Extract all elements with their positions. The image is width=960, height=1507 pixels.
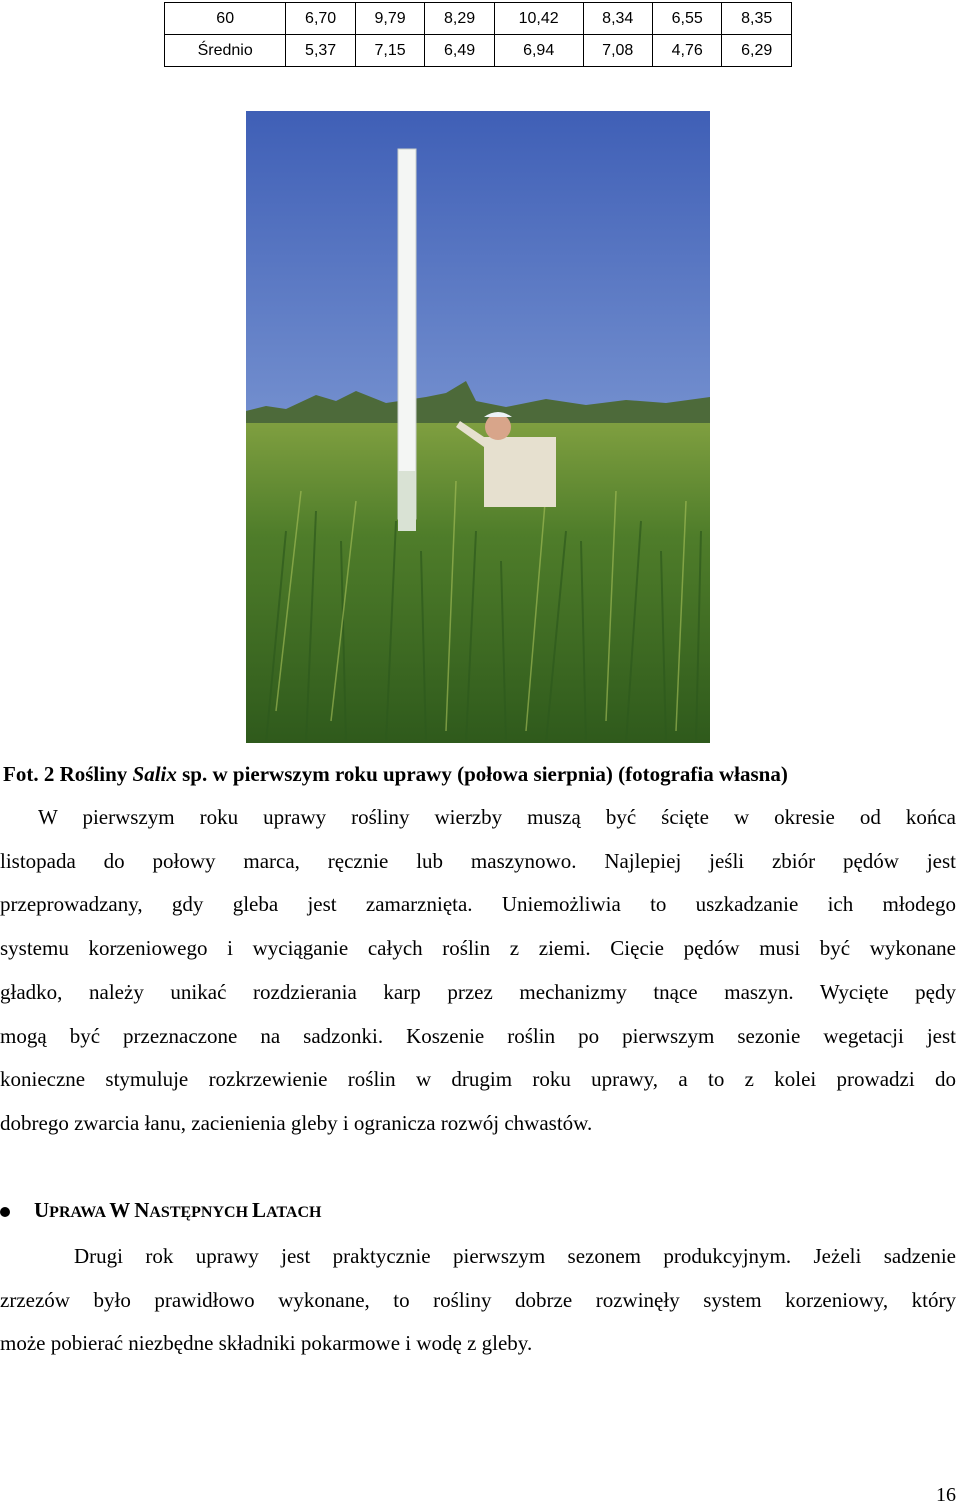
table-cell: 6,55 — [652, 3, 721, 35]
field-photo — [246, 111, 710, 743]
paragraph-line: przeprowadzany, gdy gleba jest zamarznięta. Uniemożliwia to uszkadzanie ich młodego — [0, 892, 956, 917]
heading-part: ASTĘPNYCH — [149, 1204, 253, 1221]
table-cell: 6,70 — [286, 3, 355, 35]
paragraph-line: zrzezów było prawidłowo wykonane, to rośliny dobrze rozwinęły system korzeniowy, który — [0, 1287, 956, 1312]
table-cell: 5,37 — [286, 35, 355, 67]
table-cell: 7,08 — [583, 35, 652, 67]
table-row — [165, 3, 792, 35]
heading-part: ATACH — [266, 1204, 322, 1221]
caption-italic: Salix — [132, 762, 177, 786]
table-cell: 8,29 — [425, 3, 494, 35]
table-cell: 6,49 — [425, 35, 494, 67]
heading-part: PRAWA — [49, 1204, 110, 1221]
caption-text: sp. w pierwszym roku uprawy (połowa sierpnia) (fotografia własna) — [176, 762, 788, 786]
paragraph-line: może pobierać niezbędne składniki pokarmowe i wodę z gleby. — [0, 1331, 533, 1356]
heading-part: L — [252, 1198, 267, 1222]
table-row — [165, 35, 792, 67]
paragraph-line: mogą być przeznaczone na sadzonki. Koszenie roślin po pierwszym sezonie wegetacji jest — [0, 1023, 956, 1048]
paragraph-line: systemu korzeniowego i wyciąganie całych roślin z ziemi. Cięcie pędów musi być wykonane — [0, 936, 956, 961]
table-cell: 4,76 — [652, 35, 721, 67]
heading-part: W — [109, 1198, 131, 1222]
paragraph-line: W pierwszym roku uprawy rośliny wierzby muszą być ścięte w okresie od końca — [38, 805, 956, 829]
table-cell: 60 — [165, 3, 286, 35]
paragraph-line: gładko, należy unikać rozdzierania karp przez mechanizmy tnące maszyn. Wycięte pędy — [0, 979, 956, 1004]
paragraph-line: Drugi rok uprawy jest praktycznie pierwszym sezonem produkcyjnym. Jeżeli sadzenie — [74, 1244, 956, 1268]
table-cell: 10,42 — [494, 3, 583, 35]
table-cell: 7,15 — [355, 35, 424, 67]
table-cell: Średnio — [165, 35, 286, 67]
table-cell: 9,79 — [355, 3, 424, 35]
page-number: 16 — [936, 1484, 956, 1506]
caption-text: Fot. 2 Rośliny — [3, 762, 133, 786]
table-cell: 8,35 — [722, 3, 792, 35]
paragraph-line: konieczne stymuluje rozkrzewienie roślin w drugim roku uprawy, a to z kolei prowadzi do — [0, 1067, 956, 1092]
photo-caption — [3, 762, 788, 787]
paragraph-line: dobrego zwarcia łanu, zacienienia gleby i ogranicza rozwój chwastów. — [0, 1110, 593, 1135]
paragraph — [0, 796, 956, 1146]
table-cell: 8,34 — [583, 3, 652, 35]
section-heading — [0, 1198, 321, 1223]
data-table — [164, 2, 792, 67]
heading-part: N — [134, 1198, 150, 1222]
table-cell: 6,29 — [722, 35, 792, 67]
heading-part: U — [34, 1198, 50, 1222]
table-cell: 6,94 — [494, 35, 583, 67]
paragraph-line: listopada do połowy marca, ręcznie lub maszynowo. Najlepiej jeśli zbiór pędów jest — [0, 848, 956, 873]
bullet-icon — [0, 1207, 10, 1217]
paragraph — [0, 1235, 956, 1366]
